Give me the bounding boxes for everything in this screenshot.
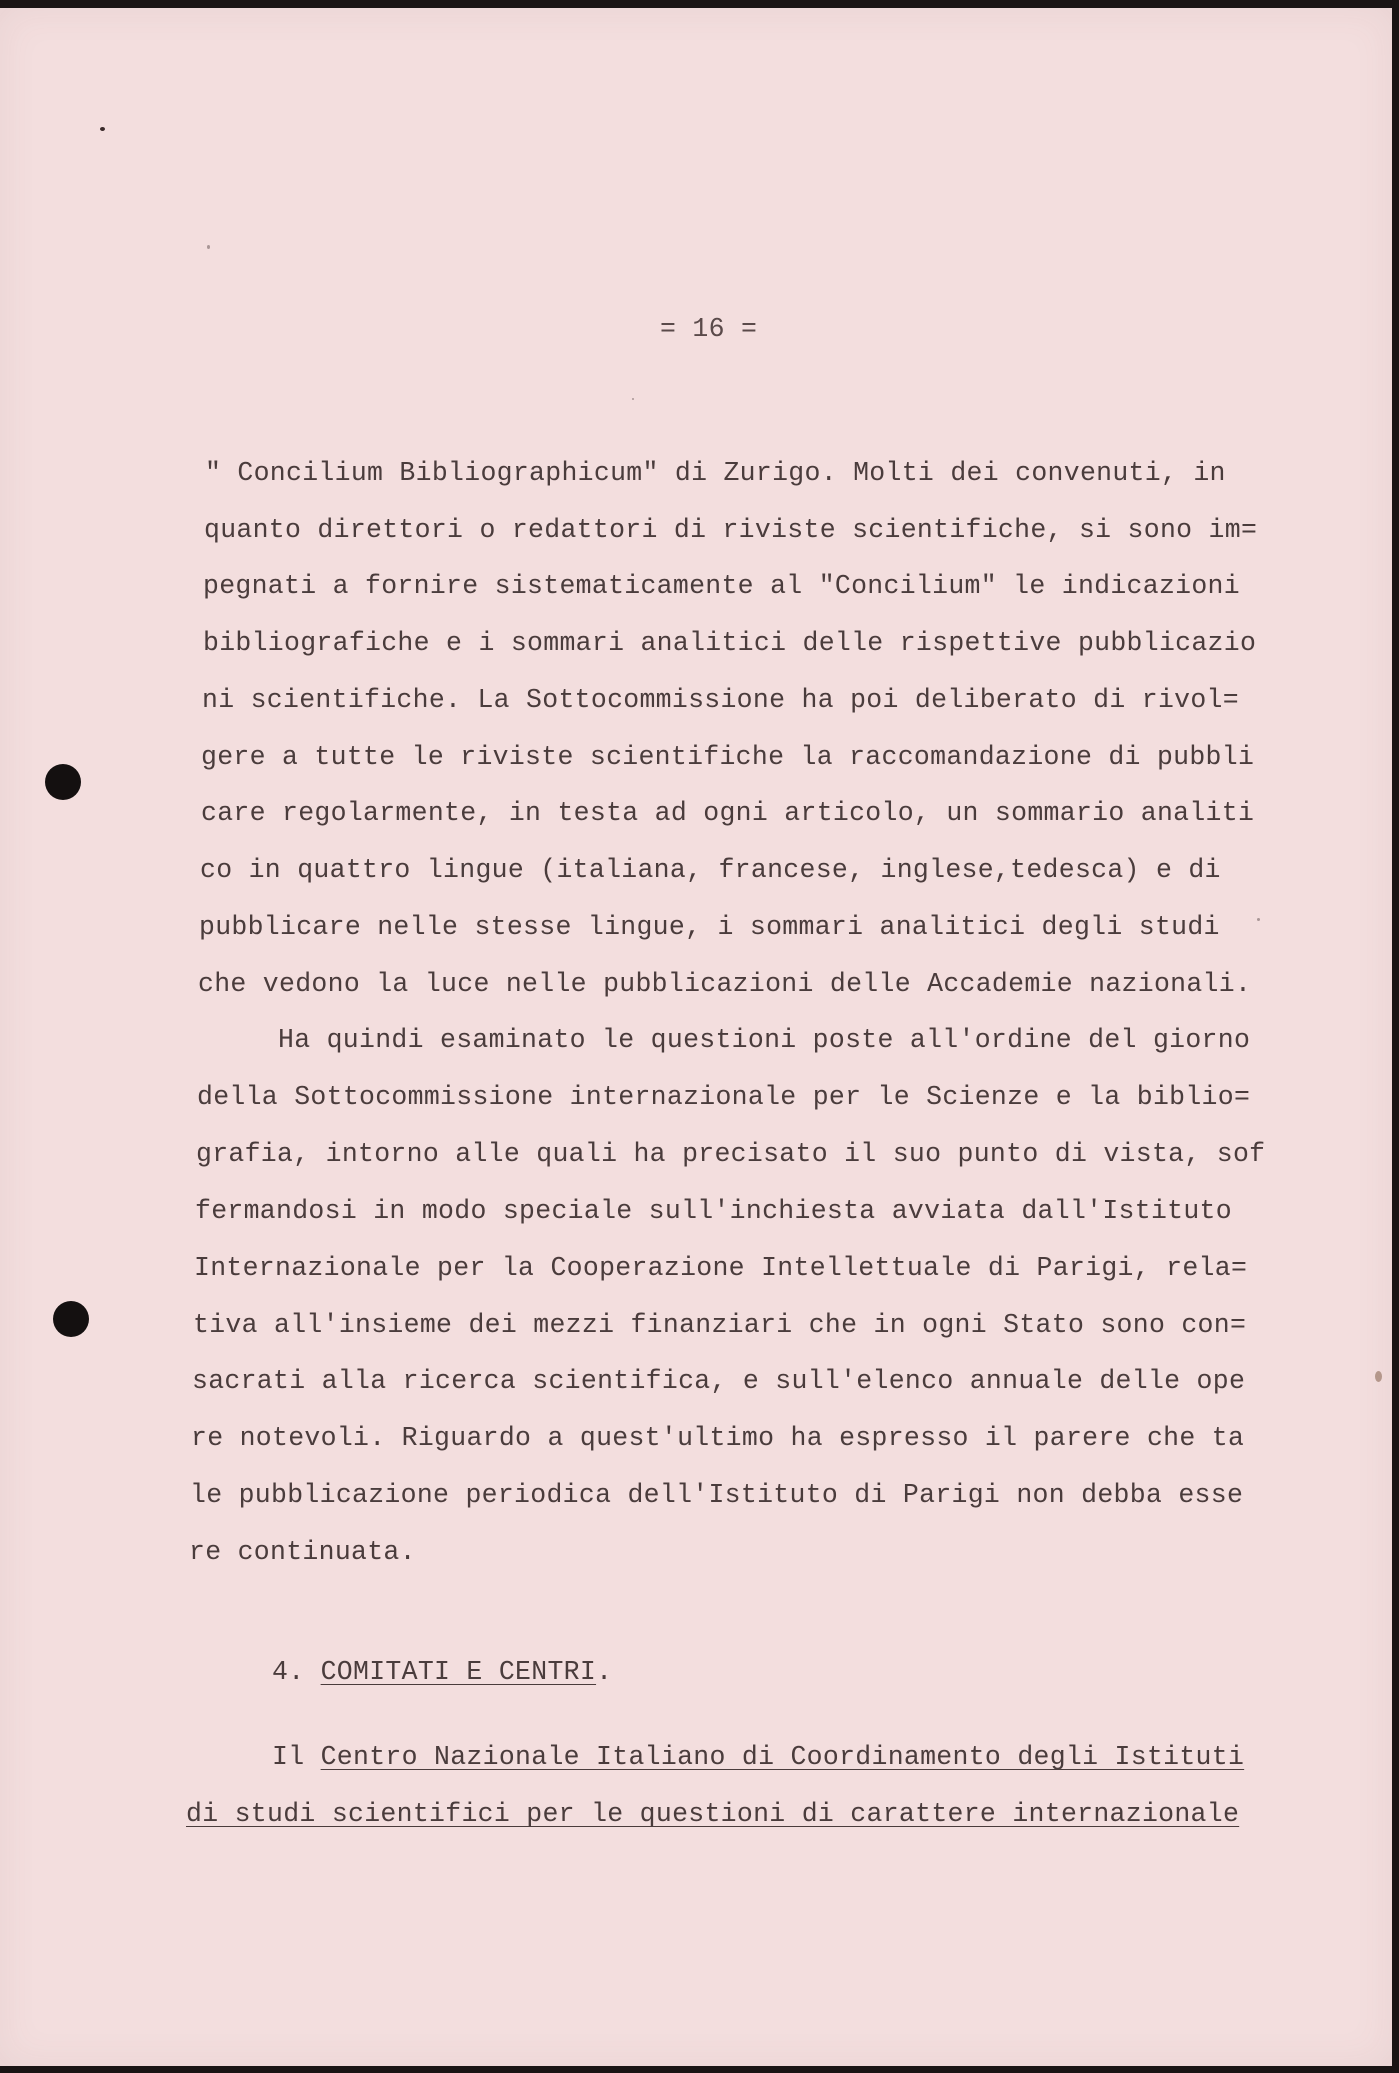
ink-speck (207, 245, 210, 249)
punch-hole-top (45, 764, 81, 800)
body-line: re continuata. (189, 1537, 416, 1567)
body-line: co in quattro lingue (italiana, francese, inglese,tedesca) e di (200, 855, 1221, 885)
section-title-period: . (596, 1657, 613, 1687)
body-line: pegnati a fornire sistematicamente al "Concilium" le indicazioni (203, 571, 1240, 601)
body-line: grafia, intorno alle quali ha precisato il suo punto di vista, sof (196, 1139, 1266, 1169)
body-line: Internazionale per la Cooperazione Intellettuale di Parigi, rela= (194, 1253, 1248, 1283)
punch-hole-bottom (53, 1301, 89, 1337)
centro-name-part-2: di studi scientifici per le questioni di carattere internazionale (186, 1799, 1240, 1829)
body-line: pubblicare nelle stesse lingue, i sommari analitici degli studi (199, 912, 1220, 942)
body-line: bibliografiche e i sommari analitici delle rispettive pubblicazio (203, 628, 1257, 658)
body-line: gere a tutte le riviste scientifiche la raccomandazione di pubbli (201, 742, 1255, 772)
paragraph-lead: Il (272, 1742, 305, 1772)
body-line: ni scientifiche. La Sottocommissione ha poi deliberato di rivol= (202, 685, 1239, 715)
body-line: " Concilium Bibliographicum" di Zurigo. Molti dei convenuti, in (205, 458, 1226, 488)
ink-speck (100, 127, 105, 131)
body-line: quanto direttori o redattori di riviste scientifiche, si sono im= (204, 515, 1258, 545)
ink-speck (632, 398, 634, 400)
page-number: = 16 = (660, 314, 758, 344)
body-line: re notevoli. Riguardo a quest'ultimo ha espresso il parere che ta (191, 1423, 1245, 1453)
body-line: tiva all'insieme dei mezzi finanziari che in ogni Stato sono con= (193, 1310, 1247, 1340)
body-line: che vedono la luce nelle pubblicazioni delle Accademie nazionali. (198, 969, 1252, 999)
document-page (0, 8, 1392, 2066)
section-number: 4. (272, 1657, 305, 1687)
centro-name-part-1: Centro Nazionale Italiano di Coordinamento degli Istituti (320, 1742, 1245, 1772)
body-line: della Sottocommissione internazionale per le Scienze e la biblio= (197, 1082, 1251, 1112)
body-line: fermandosi in modo speciale sull'inchiesta avviata dall'Istituto (195, 1196, 1232, 1226)
ink-speck (1257, 918, 1260, 921)
section-title: COMITATI E CENTRI (320, 1657, 597, 1687)
body-line (186, 1799, 1239, 1829)
body-line (272, 1742, 1244, 1772)
section-heading (272, 1657, 612, 1687)
paper-stain (1375, 1371, 1382, 1382)
body-line: le pubblicazione periodica dell'Istituto di Parigi non debba esse (190, 1480, 1244, 1510)
body-line: sacrati alla ricerca scientifica, e sull'elenco annuale delle ope (192, 1366, 1246, 1396)
body-line: Ha quindi esaminato le questioni poste all'ordine del giorno (278, 1025, 1251, 1055)
body-line: care regolarmente, in testa ad ogni articolo, un sommario analiti (201, 798, 1255, 828)
